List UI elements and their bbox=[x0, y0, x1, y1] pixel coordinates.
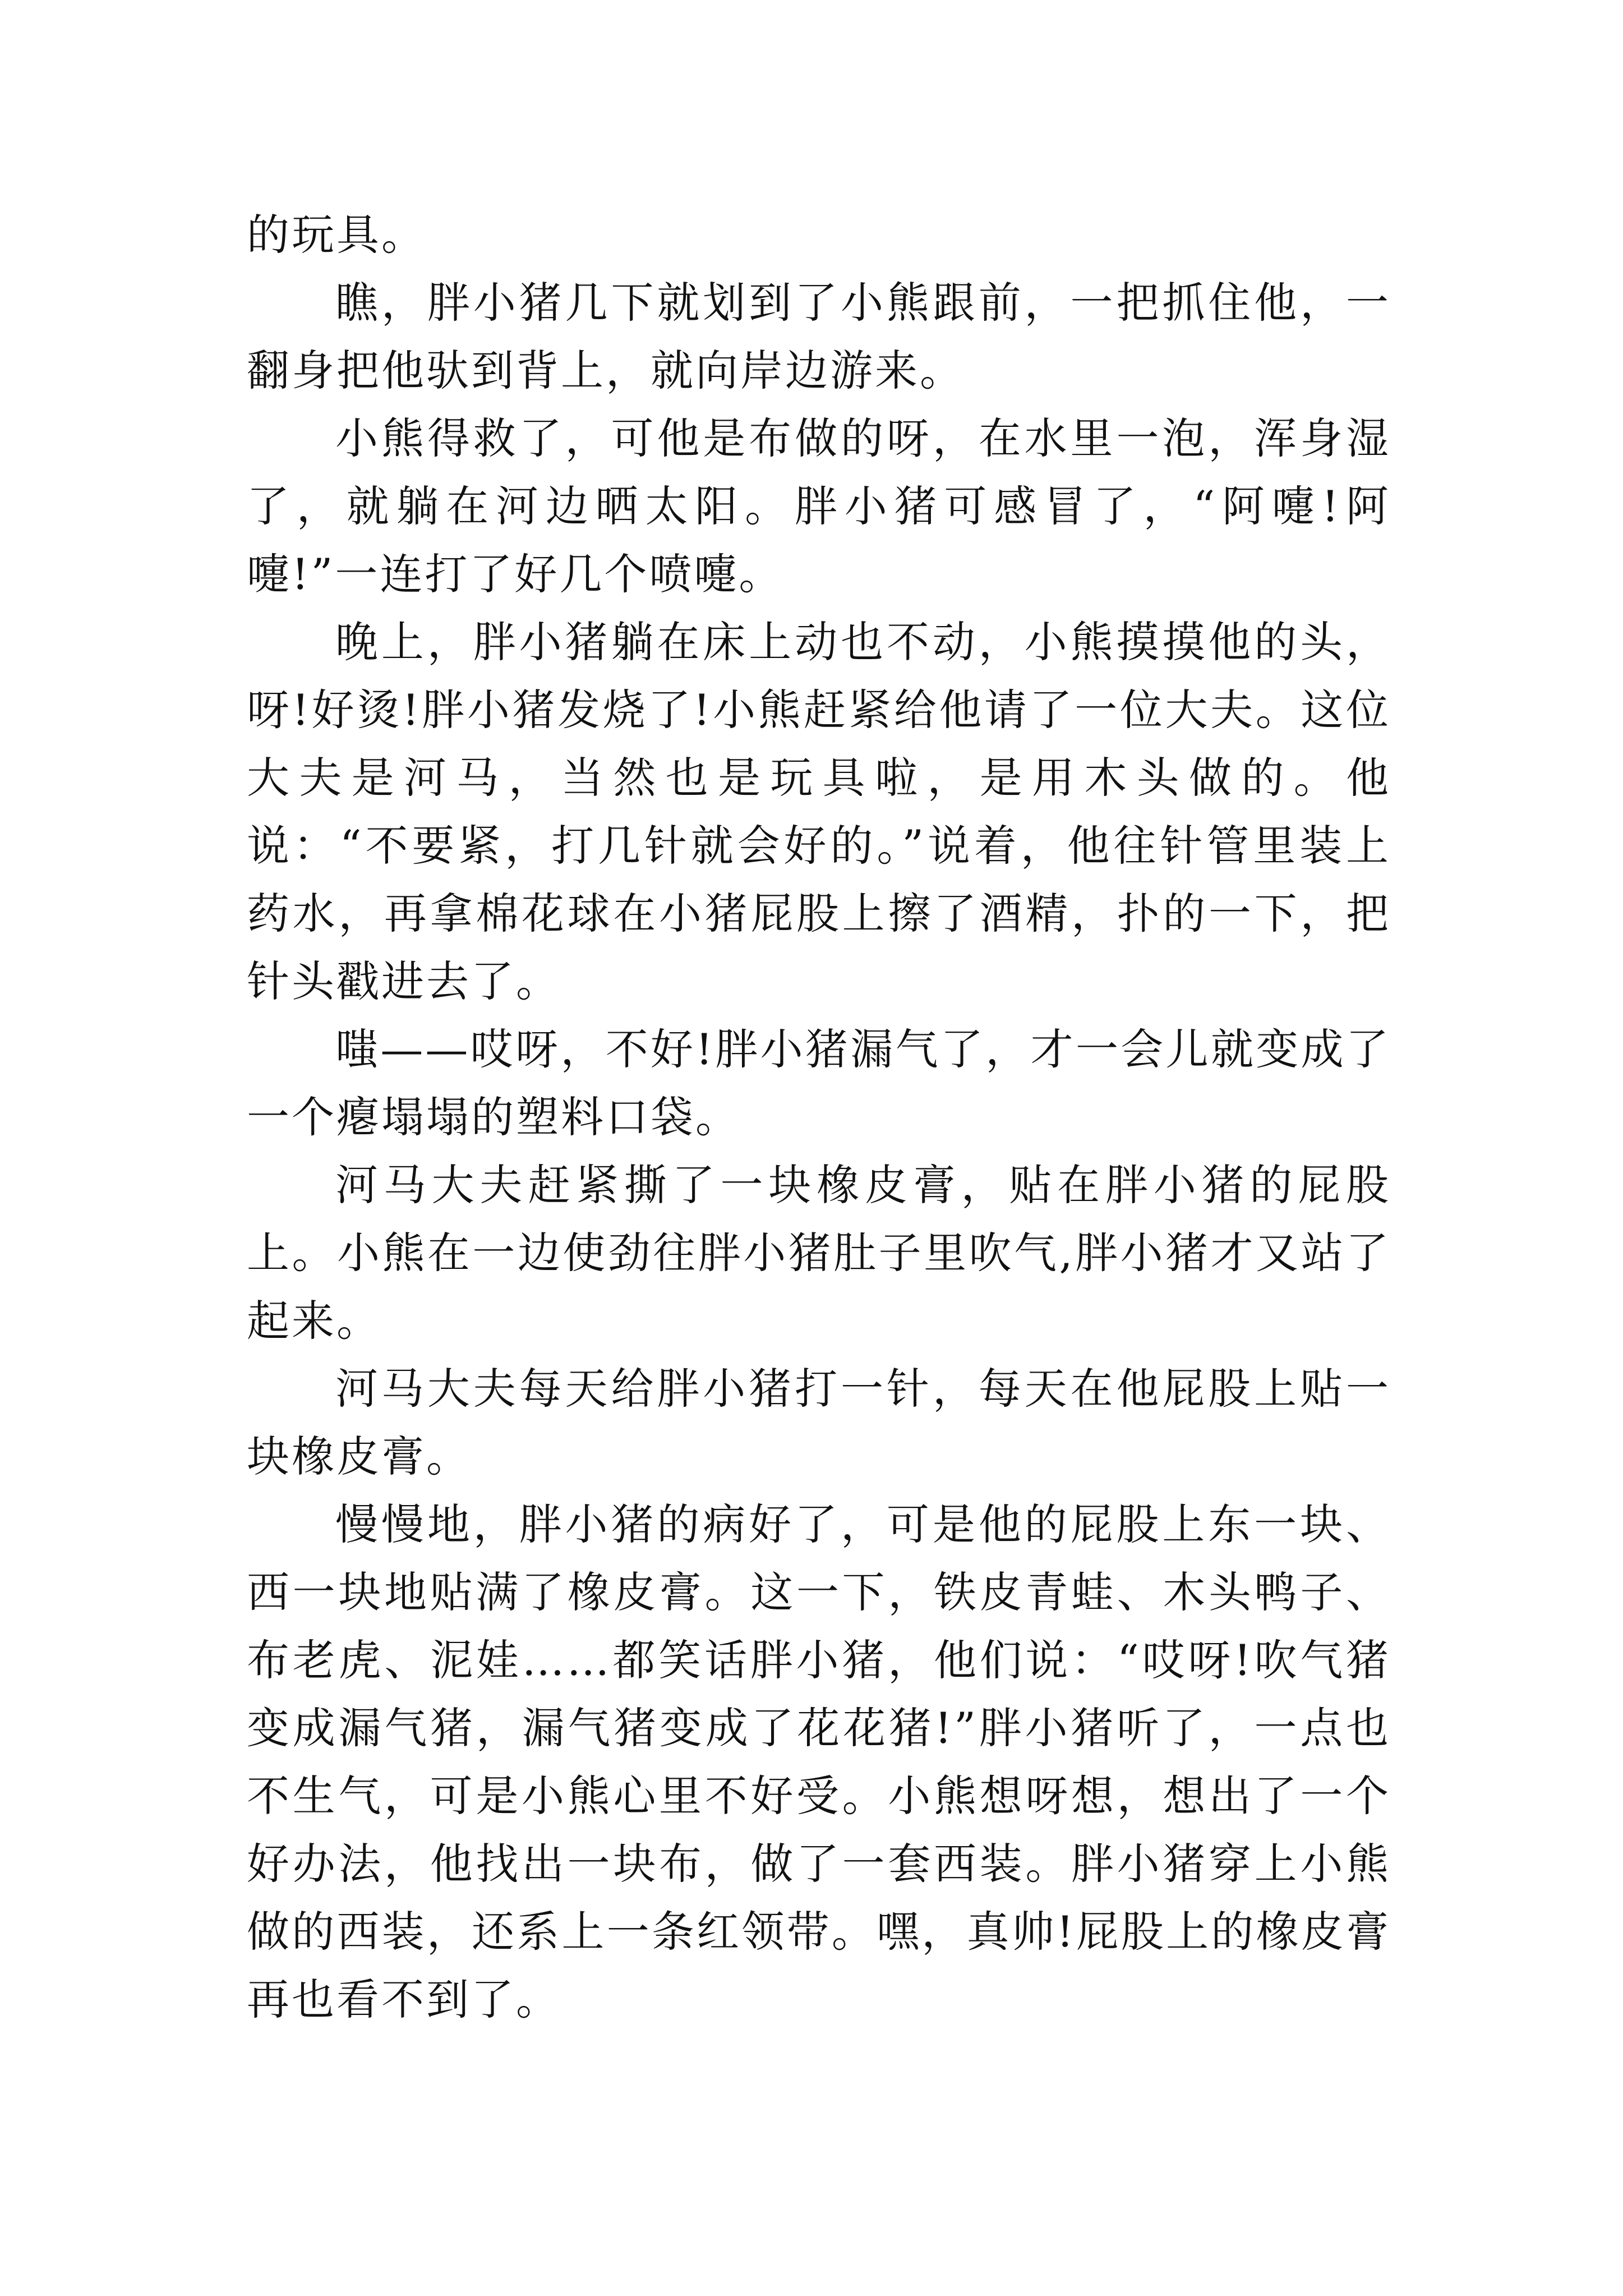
paragraph: 小熊得救了，可他是布做的呀，在水里一泡，浑身湿了，就躺在河边晒太阳。胖小猪可感冒了，“阿嚏!阿嚏!”一连打了好几个喷嚏。 bbox=[247, 413, 1391, 599]
paragraph: 瞧，胖小猪几下就划到了小熊跟前，一把抓住他，一翻身把他驮到背上，就向岸边游来。 bbox=[247, 278, 1391, 395]
paragraph: 嗤——哎呀，不好!胖小猪漏气了，才一会儿就变成了一个瘪塌塌的塑料口袋。 bbox=[247, 1024, 1391, 1142]
paragraph: 河马大夫每天给胖小猪打一针，每天在他屁股上贴一块橡皮膏。 bbox=[247, 1364, 1391, 1481]
paragraph: 的玩具。 bbox=[247, 210, 426, 260]
paragraph: 晚上，胖小猪躺在床上动也不动，小熊摸摸他的头，呀!好烫!胖小猪发烧了!小熊赶紧给他请了一位大夫。这位大夫是河马，当然也是玩具啦，是用木头做的。他说：“不要紧，打几针就会好的。”说着，他往针管里装上药水，再拿棉花球在小猪屁股上擦了酒精，扑的一下，把针头戳进去了。 bbox=[247, 617, 1391, 1006]
paragraph: 河马大夫赶紧撕了一块橡皮膏，贴在胖小猪的屁股上。小熊在一边使劲往胖小猪肚子里吹气,胖小猪才又站了起来。 bbox=[247, 1160, 1391, 1346]
story-text bbox=[247, 201, 1391, 2033]
paragraph: 慢慢地，胖小猪的病好了，可是他的屁股上东一块、西一块地贴满了橡皮膏。这一下，铁皮青蛙、木头鸭子、布老虎、泥娃……都笑话胖小猪，他们说：“哎呀!吹气猪变成漏气猪，漏气猪变成了花花猪!”胖小猪听了，一点也不生气，可是小熊心里不好受。小熊想呀想，想出了一个好办法，他找出一块布，做了一套西装。胖小猪穿上小熊做的西装，还系上一条红领带。嘿，真帅!屁股上的橡皮膏再也看不到了。 bbox=[247, 1499, 1391, 2024]
